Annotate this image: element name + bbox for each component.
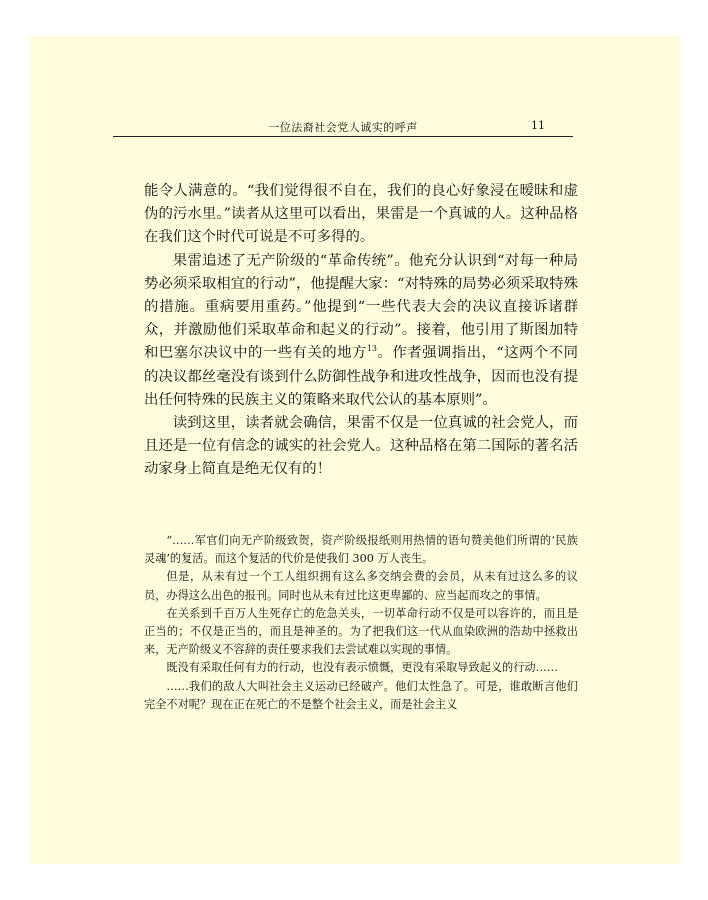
quote-paragraph: 既没有采取任何有力的行动，也没有表示愤慨，更没有采取导致起义的行动…… (166, 661, 558, 675)
quote-paragraph: 在关系到千百万人生死存亡的危急关头，一切革命行动不仅是可以容许的，而且是正当的；不仅是正当的，而且是神圣的。为了把我们这一代从血染欧洲的浩劫中拯救出来，无产阶级义不容辞的责任要求我们去尝试难以实现的事情。 (144, 606, 578, 657)
paragraph: 能令人满意的。“我们觉得很不自在，我们的良心好象浸在暧昧和虚伪的污水里。”读者从这里可以看出，果雷是一个真诚的人。这种品格在我们这个时代可说是不可多得的。 (144, 183, 578, 246)
page-number: 11 (531, 119, 545, 132)
note-reference: 13 (366, 344, 378, 354)
running-title: 一位法裔社会党人诚实的呼声 (268, 121, 418, 134)
paragraph-text: 。作者强调指出，“这两个不同的决议都丝毫没有谈到什么防御性战争和进攻性战争，因而也没有提出任何特殊的民族主义的策略来取代公认的基本原则”。 (144, 345, 578, 408)
page-header (113, 114, 573, 137)
quoted-passage (144, 532, 578, 714)
paragraph: 读到这里，读者就会确信，果雷不仅是一位真诚的社会党人，而且还是一位有信念的诚实的社会党人。这种品格在第二国际的著名活动家身上简直是绝无仅有的！ (144, 415, 578, 478)
paragraph (144, 250, 578, 412)
main-text (144, 180, 578, 482)
quote-paragraph: ……我们的敌人大叫社会主义运动已经破产。他们太性急了。可是，谁敢断言他们完全不对呢？现在正在死亡的不是整个社会主义，而是社会主义 (144, 679, 578, 711)
quote-paragraph: 但是，从未有过一个工人组织拥有这么多交纳会费的会员，从未有过这么多的议员，办得这么出色的报刊。同时也从未有过比这更卑鄙的、应当起而攻之的事情。 (144, 570, 578, 602)
paragraph-text: 果雷追述了无产阶级的“革命传统”。他充分认识到“对每一种局势必须采取相宜的行动”，他提醒大家：“对特殊的局势必须采取特殊的措施。重病要用重药。”他提到“一些代表大会的决议直接诉诸群众，并激励他们采取革命和起义的行动”。接着，他引用了斯图加特和巴塞尔决议中的一些有关的地方 (144, 252, 578, 362)
quote-paragraph: “……军官们向无产阶级致贺，资产阶级报纸则用热情的语句赞美他们所谓的‘民族灵魂’的复活。而这个复活的代价是使我们 300 万人丧生。 (144, 534, 578, 566)
